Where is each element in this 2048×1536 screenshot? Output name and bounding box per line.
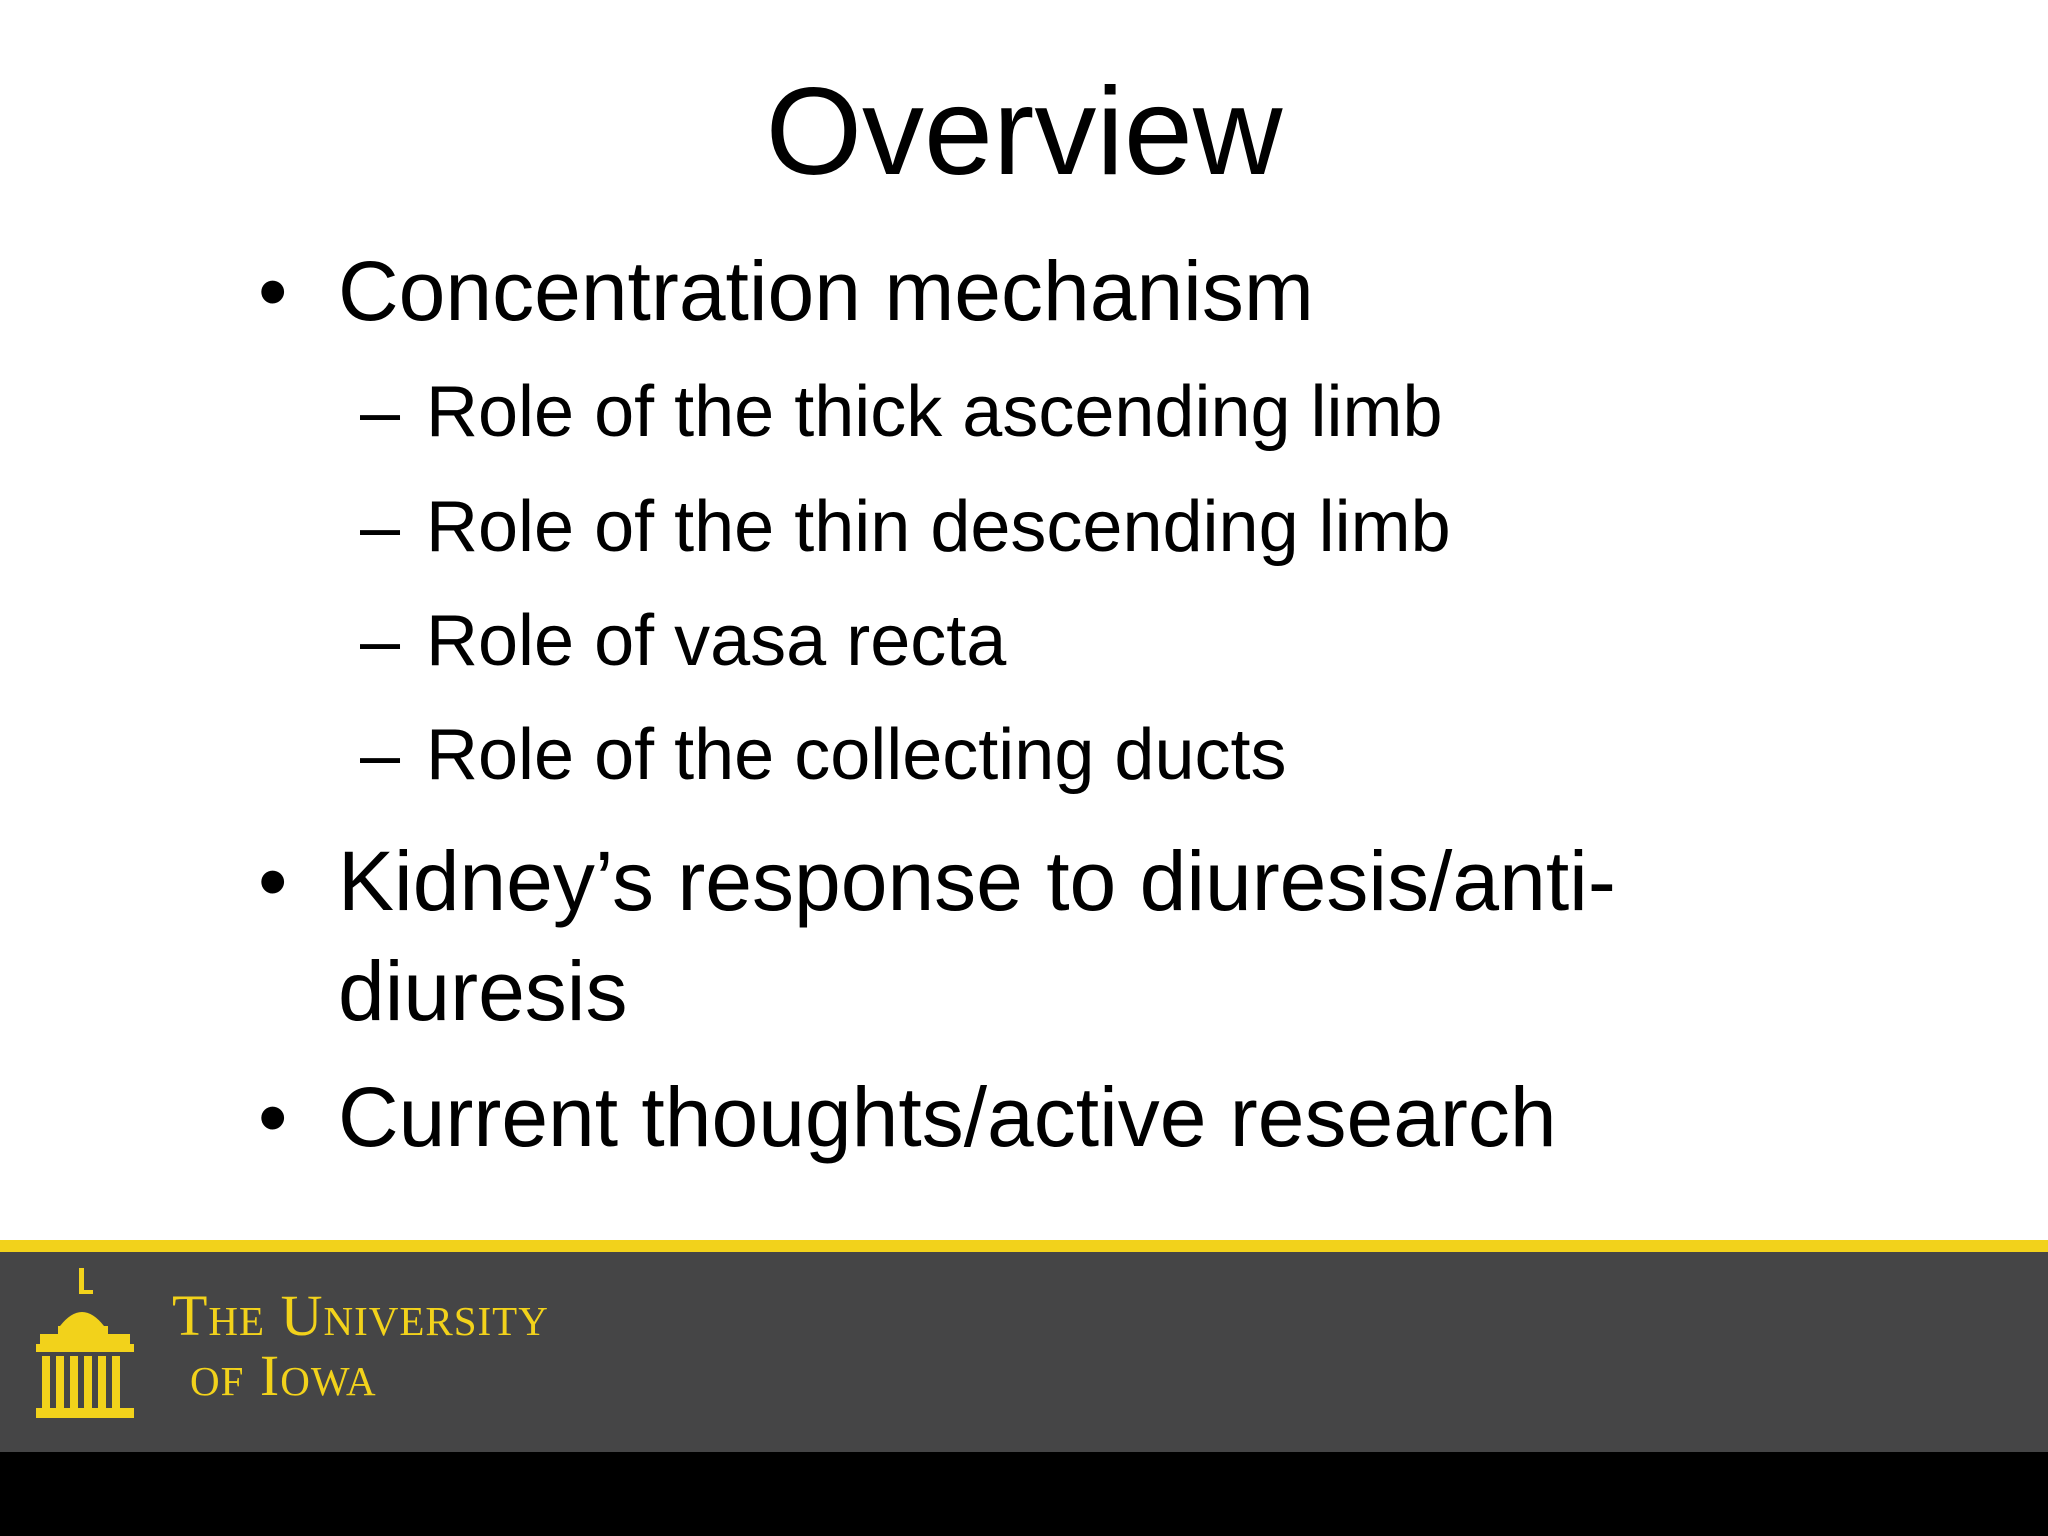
logo-wordmark (172, 1283, 549, 1408)
footer-bottom-bar (0, 1452, 2048, 1536)
bullet-marker: • (258, 1070, 288, 1164)
university-logo (30, 1268, 650, 1430)
subitem-text: Role of the thick ascending limb (426, 372, 1443, 452)
footer-accent-line (0, 1240, 2048, 1252)
subitem-text: Role of the collecting ducts (426, 715, 1287, 795)
bullet-text: Current thoughts/active research (338, 1070, 1557, 1164)
logo-line-1: The University (172, 1283, 549, 1348)
bullet-marker: • (258, 834, 288, 928)
subitem-marker: – (360, 715, 401, 795)
capitol-dome-icon (30, 1268, 140, 1428)
bullet-marker: • (258, 244, 288, 338)
logo-line-2: of Iowa (190, 1343, 377, 1408)
bullet-text: Concentration mechanism (338, 244, 1314, 338)
subitem-text: Role of the thin descending limb (426, 487, 1451, 567)
subitem-marker: – (360, 601, 401, 681)
subitem-text: Role of vasa recta (426, 601, 1007, 681)
subitem-marker: – (360, 487, 401, 567)
slide-title: Overview (765, 63, 1283, 201)
bullet-text: Kidney’s response to diuresis/anti-diuresis (338, 834, 1616, 1038)
subitem-marker: – (360, 372, 401, 452)
